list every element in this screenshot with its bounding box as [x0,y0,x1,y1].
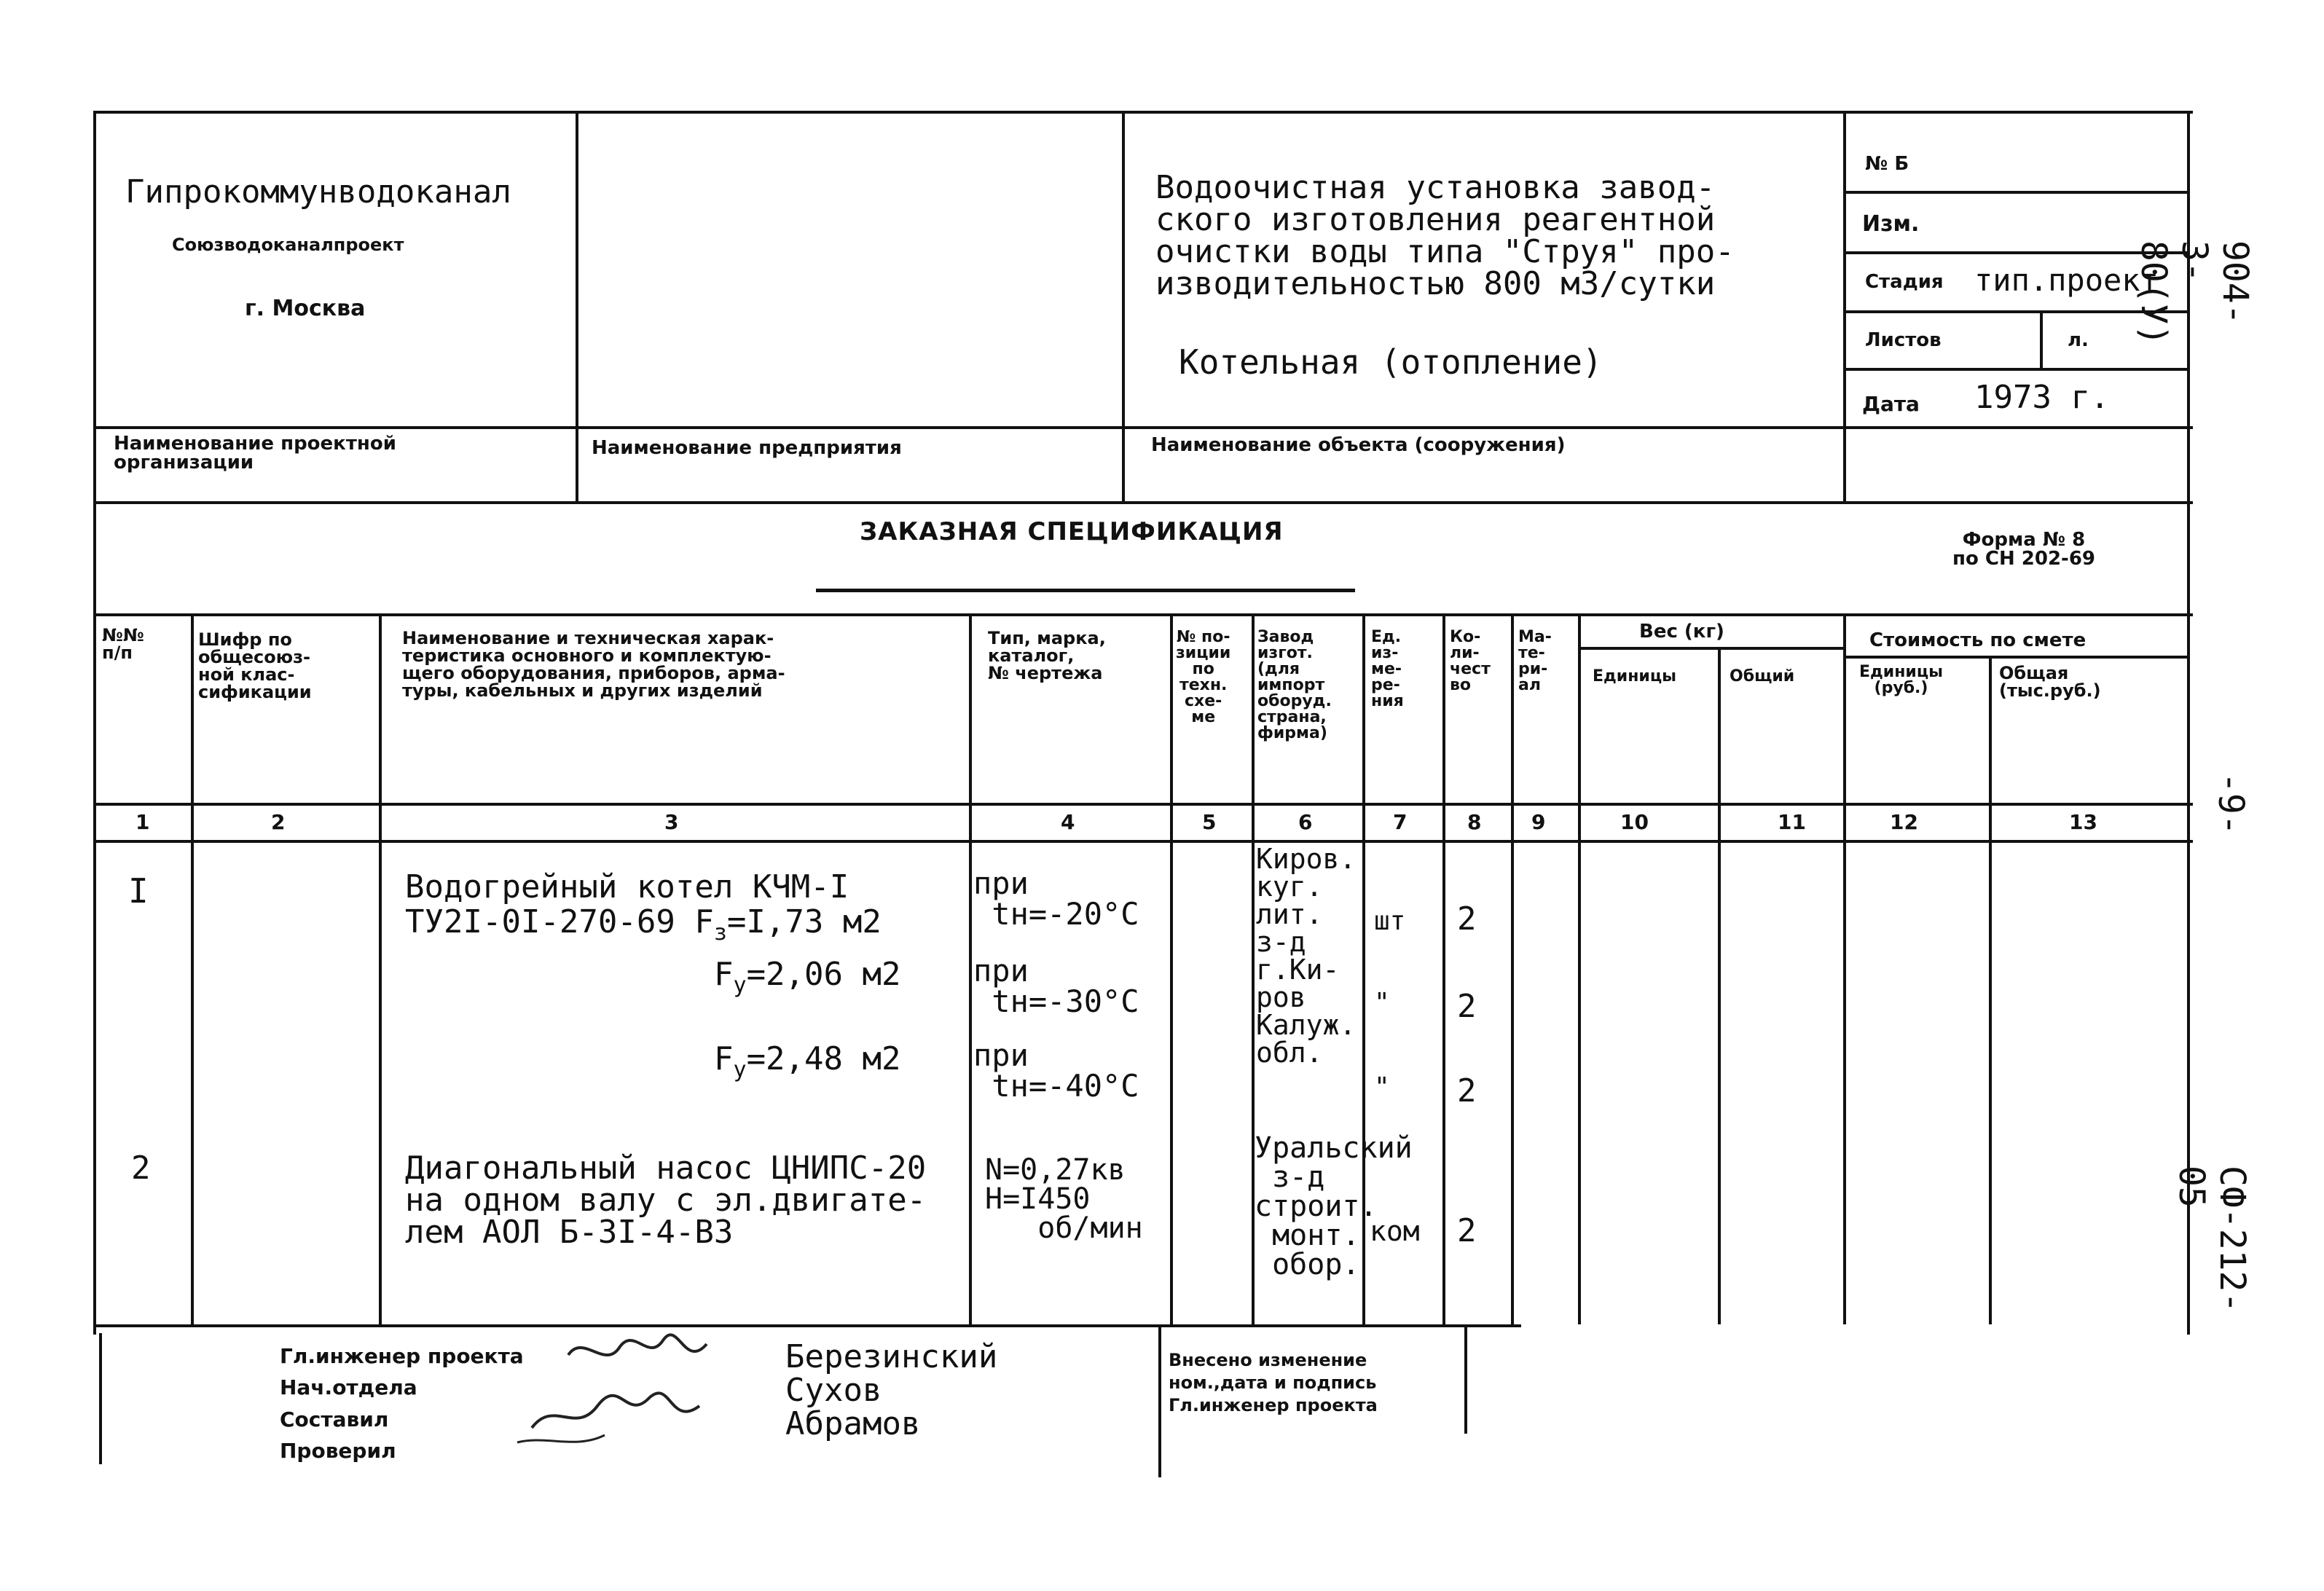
row-1-name-line2 [405,903,882,946]
title-divider-1 [576,111,578,501]
col-number-2: 2 [271,810,286,834]
col-header-1: №№ п/п [102,625,144,663]
col-header-9: Ма- те- ри- ал [1518,628,1552,694]
frame-top-line [93,111,2193,114]
col-number-3: 3 [664,810,679,834]
col-header-11: Общий [1730,667,1795,685]
row-1-fy2-sub: у [733,1056,747,1083]
col-number-1: 1 [136,810,150,834]
cost-group-header: Стоимость по смете [1869,629,2087,651]
row-2-factory: Уральский з-д строит. монт. обор. [1255,1131,1413,1281]
signature-roles: Гл.инженер проекта Нач.отдела Составил Проверил [280,1344,524,1464]
row-1-fy1-sub: у [733,972,747,998]
info-row-line-4 [1843,368,2190,371]
row-1-fy2-label: F [714,1040,734,1077]
title-divider-2 [1122,111,1125,501]
row-1-factory: Киров. куг. лит. з-д г.Ки- ров Калуж. обл. [1256,843,1357,1069]
col-number-12: 12 [1890,810,1918,834]
title-mid-line [93,426,2193,429]
col-number-8: 8 [1467,810,1482,834]
object-subtitle: Котельная (отопление) [1179,342,1603,382]
title-divider-3 [1843,111,1846,501]
sig-divider-right [1464,1324,1467,1434]
row-2-qty: 2 [1457,1212,1477,1249]
table-header-line [93,803,2193,806]
table-top-line [93,613,2193,616]
signature-names: Березинский Сухов Абрамов [785,1338,998,1443]
spec-title: ЗАКАЗНАЯ СПЕЦИФИКАЦИЯ [860,517,1284,546]
table-bottom-line [93,1324,1521,1327]
sig-left-line [99,1333,102,1464]
row-1-f-label: ТУ2I-0I-270-69 F [405,903,714,940]
org-subname: Союзводоканалпроект [172,235,404,255]
row-1-fy1-label: F [714,956,734,993]
col-line-8 [1442,613,1445,1324]
row-1-fy2-value: =2,48 м2 [746,1040,901,1077]
col-number-6: 6 [1298,810,1313,834]
col-line-10 [1578,613,1581,1324]
table-colnum-line [93,840,2193,843]
col-line-11 [1718,647,1721,1324]
row-1-qty-b: 2 [1457,988,1477,1025]
col-number-5: 5 [1202,810,1217,834]
weight-group-header: Вес (кг) [1639,621,1724,643]
row-1-unit-c: " [1374,1072,1390,1102]
handwritten-signatures [503,1326,765,1464]
row-1-unit-a: шт [1374,906,1406,936]
col-line-2 [191,613,194,1324]
date-value: 1973 г. [1974,379,2110,416]
form-note: Форма № 8 по СН 202-69 [1952,529,2096,570]
col-number-11: 11 [1778,810,1806,834]
row-1-number: I [128,871,149,911]
row-1-name-line1: Водогрейный котел КЧМ-I [405,868,849,906]
info-sheets-divider [2040,310,2043,369]
label-org: Наименование проектной организации [114,433,396,474]
row-1-type-a: при tн=-20°С [973,865,1139,932]
row-1-name-line4 [714,1040,900,1083]
col-line-13 [1989,656,1992,1324]
col-number-13: 13 [2069,810,2097,834]
col-line-4 [969,613,972,1324]
col-header-3: Наименование и техническая харак- теристика основного и комплектую- щего оборудования, приборов, арма- туры, кабельных и других изделий [402,628,785,701]
row-1-f-sub: з [713,919,727,946]
col-line-9 [1511,613,1514,1324]
col-header-7: Ед. из- ме- ре- ния [1371,628,1404,710]
title-bottom-line [93,501,2193,504]
row-1-fy1-value: =2,06 м2 [746,956,901,993]
frame-left-line [93,111,96,1335]
col-number-10: 10 [1620,810,1649,834]
col-header-5: № по- зиции по техн. схе- ме [1176,628,1231,726]
margin-code-top: 904-3-80(У) [2133,240,2256,346]
stage-value: тип.проект [1974,262,2159,298]
col-line-12 [1843,613,1846,1324]
col-header-4: Тип, марка, каталог, № чертежа [988,628,1106,683]
row-1-qty-a: 2 [1457,900,1477,938]
info-row-line-1 [1843,191,2190,194]
object-title: Водоочистная установка завод- ского изготовления реагентной очистки воды типа "Струя" про- изводительностью 800 м3/сутки [1155,169,1735,302]
col-header-13: Общая (тыс.руб.) [1999,663,2101,701]
col-number-7: 7 [1393,810,1408,834]
row-1-qty-c: 2 [1457,1072,1477,1109]
col-header-10: Единицы [1593,667,1677,685]
row-2-name: Диагональный насос ЦНИПС-20 на одном валу с эл.двигате- лем АОЛ Б-3I-4-В3 [405,1150,927,1251]
col-number-4: 4 [1061,810,1075,834]
izm-label: Изм. [1862,211,1920,237]
spec-title-underline [816,589,1355,592]
col-header-2: Шифр по общесоюз- ной клас- сификации [198,629,312,702]
sheet-mark: № Б [1865,153,1909,175]
margin-code-bottom: СФ-212-05 [2171,1166,2253,1313]
row-1-type-b: при tн=-30°С [973,953,1139,1019]
col-line-5 [1170,613,1173,1324]
col-number-9: 9 [1531,810,1546,834]
date-label: Дата [1862,392,1920,416]
changes-note: Внесено изменение ном.,дата и подпись Гл.инженер проекта [1169,1350,1378,1416]
margin-page-number: -9- [2210,772,2251,836]
org-city: г. Москва [245,296,366,321]
label-enterprise: Наименование предприятия [592,437,902,459]
row-1-unit-b: " [1374,988,1390,1018]
label-object: Наименование объекта (сооружения) [1151,434,1566,456]
row-2-type: N=0,27кв Н=I450 об/мин [985,1153,1143,1245]
row-1-f-value: =I,73 м2 [726,903,882,940]
sheets-label: Листов [1865,329,1942,351]
col-header-8: Ко- ли- чест во [1450,628,1491,694]
sheets-value: л. [2068,329,2089,351]
row-1-name-line3 [714,956,900,998]
row-2-number: 2 [131,1150,151,1187]
col-header-6: Завод изгот. (для импорт оборуд. страна, фирма) [1257,628,1332,742]
col-line-3 [379,613,382,1324]
sig-divider-left [1158,1324,1161,1477]
weight-group-line [1581,647,1843,650]
row-2-unit: ком [1370,1215,1420,1247]
row-1-type-c: при tн=-40°С [973,1037,1139,1104]
col-header-12: Единицы (руб.) [1859,663,1944,697]
cost-group-line [1843,656,2190,659]
stage-label: Стадия [1865,271,1944,293]
org-name: Гипрокоммунводоканал [125,173,511,211]
